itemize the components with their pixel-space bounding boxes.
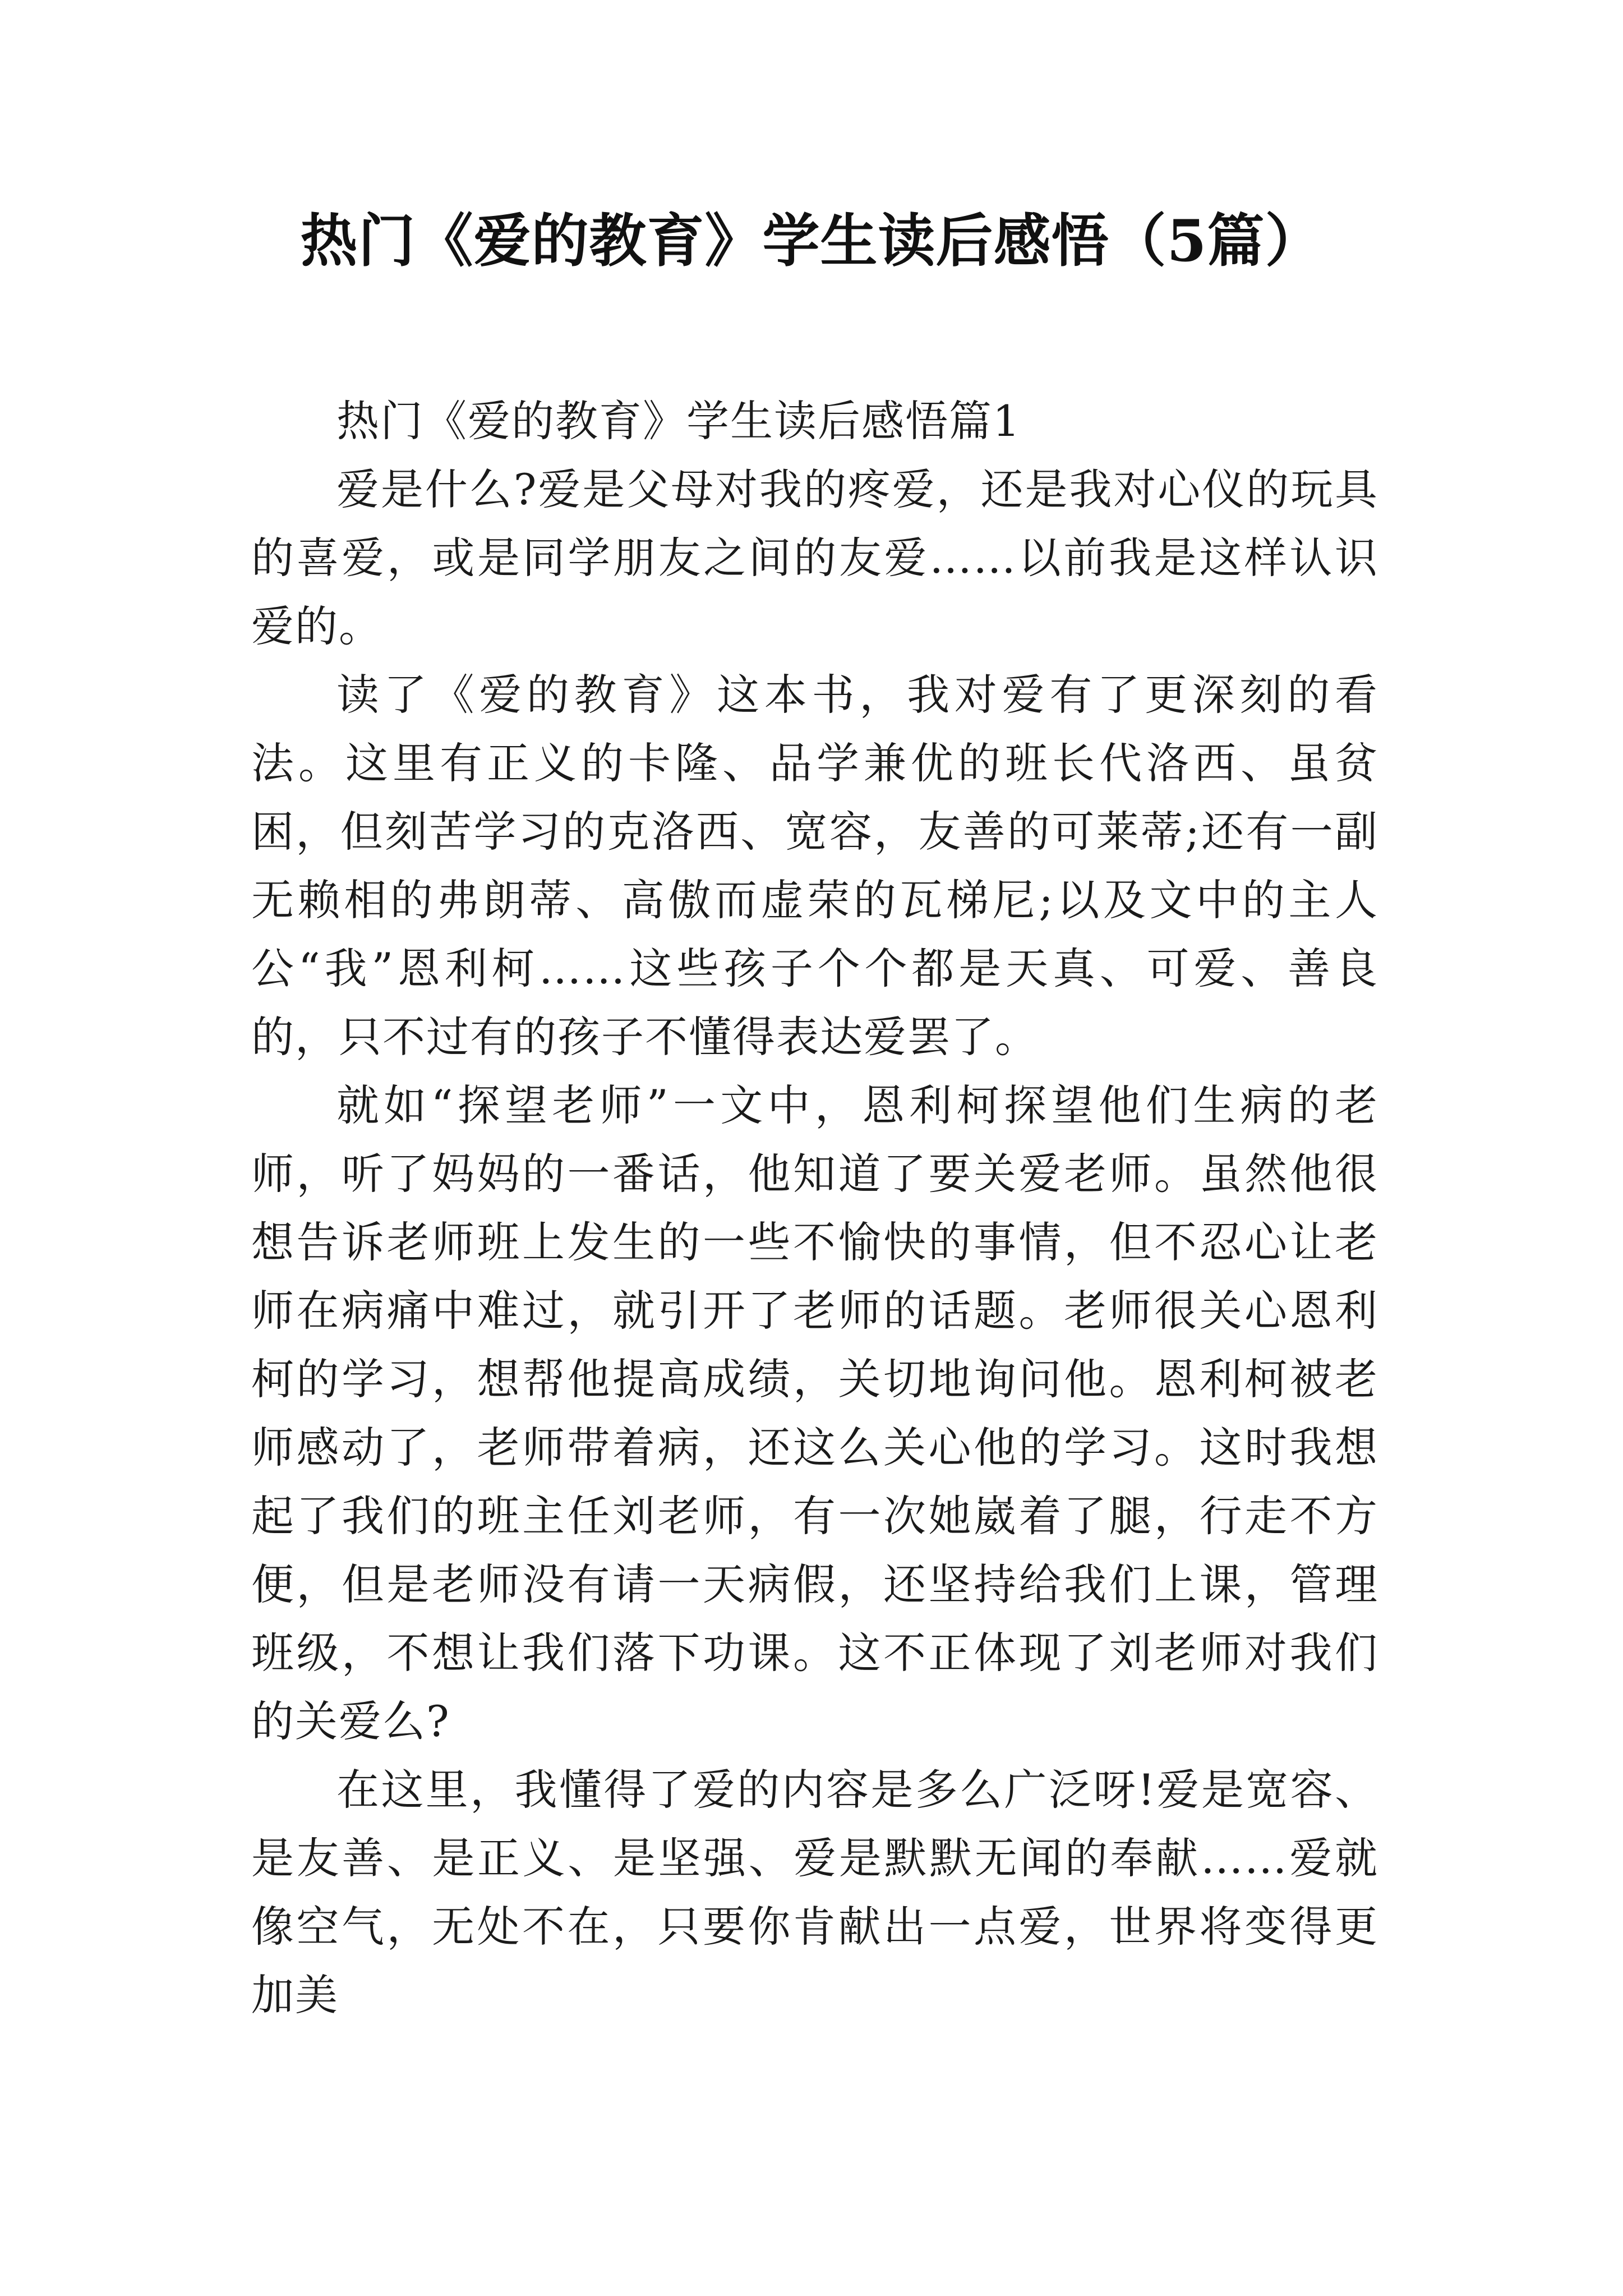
paragraph: 就如“探望老师”一文中，恩利柯探望他们生病的老师，听了妈妈的一番话，他知道了要关爱老师。虽然他很想告诉老师班上发生的一些不愉快的事情，但不忍心让老师在病痛中难过，就引开了老师的话题。老师很关心恩利柯的学习，想帮他提高成绩，关切地询问他。恩利柯被老师感动了，老师带着病，还这么关心他的学习。这时我想起了我们的班主任刘老师，有一次她崴着了腿，行走不方便，但是老师没有请一天病假，还坚持给我们上课，管理班级，不想让我们落下功课。这不正体现了刘老师对我们的关爱么? xyxy=(251,1080,1378,1746)
paragraph: 爱是什么?爱是父母对我的疼爱，还是我对心仪的玩具的喜爱，或是同学朋友之间的友爱……以前我是这样认识爱的。 xyxy=(251,464,1378,651)
section-heading: 热门《爱的教育》学生读后感悟篇1 xyxy=(336,396,1021,446)
paragraph: 读了《爱的教育》这本书，我对爱有了更深刻的看法。这里有正义的卡隆、品学兼优的班长代洛西、虽贫困，但刻苦学习的克洛西、宽容，友善的可莱蒂;还有一副无赖相的弗朗蒂、高傲而虚荣的瓦梯尼;以及文中的主人公“我”恩利柯……这些孩子个个都是天真、可爱、善良的，只不过有的孩子不懂得表达爱罢了。 xyxy=(251,670,1378,1062)
paragraph: 在这里，我懂得了爱的内容是多么广泛呀!爱是宽容、是友善、是正义、是坚强、爱是默默无闻的奉献……爱就像空气，无处不在，只要你肯献出一点爱，世界将变得更加美 xyxy=(251,1765,1378,2020)
document-title: 热门《爱的教育》学生读后感悟（5篇） xyxy=(300,208,1323,275)
document-body xyxy=(251,387,1378,2030)
